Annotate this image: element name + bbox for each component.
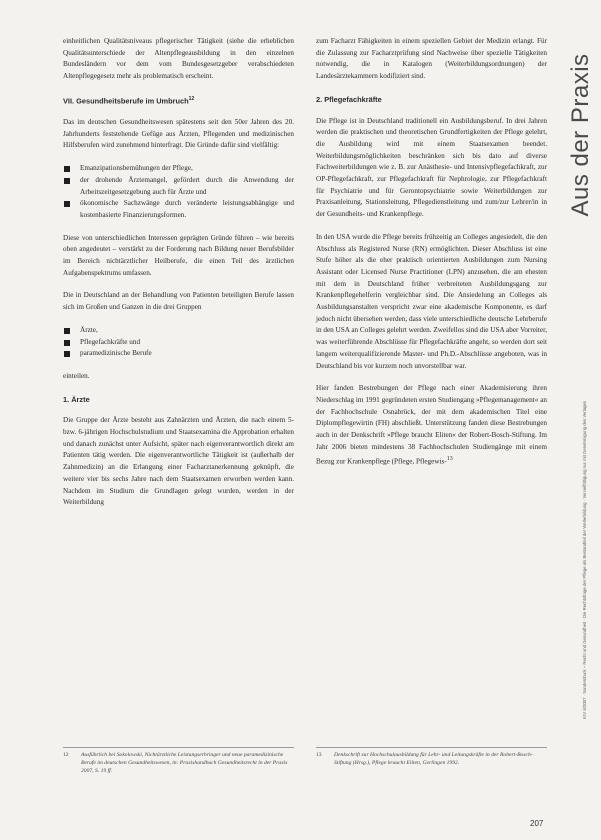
right-intro-paragraph: zum Facharzt Fähigkeiten in einem speziellen Gebiet der Medizin erlangt. Für die Zulassung zur Facharztprüfung sind Nachweise über spezielle Tätigkeiten notwendig, die in Katalogen (Weiterbildungsordnungen) der Landesärztekammern kodifiziert sind.: [316, 37, 547, 81]
footnote-divider-right: [316, 747, 547, 748]
list-item: Pflegefachkräfte und: [63, 337, 294, 349]
right-column: [316, 36, 547, 479]
section-tab: [567, 30, 595, 240]
left-paragraph-3: Die in Deutschland an der Behandlung von Patienten beteiligten Berufe lassen sich im Großen und Ganzen in die drei Gruppen: [63, 291, 294, 312]
footnote-ref-13: 13: [446, 455, 453, 462]
subheading-pflegefachkraefte: 2. Pflegefachkräfte: [316, 94, 382, 104]
left-paragraph-4: einteilen.: [63, 371, 90, 380]
side-credit: [579, 300, 591, 820]
left-column: [63, 36, 294, 520]
footnote-text: Denkschrift zur Hochschulausbildung für Lehr- und Leitungskräfte in der Robert-Bosch-Stiftung (Hrsg.), Pflege braucht Eliten, Gerlingen 1992.: [334, 752, 533, 766]
list-item: ökonomische Sachzwänge durch veränderte leistungsabhängige und kostenbasierte Finanzierungsformen.: [63, 198, 294, 221]
subheading-aerzte: 1. Ärzte: [63, 394, 90, 404]
right-paragraph-2: In den USA wurde die Pflege bereits frühzeitig an Colleges angesiedelt, die den Abschluss als Registered Nurse (RN) ermöglichten. Dieser Abschluss ist eine Stufe höher als die eher praktisch orientierten Ausbildungen zum Nursing Assistant oder Licensed Nurse Practitioner (LPN) anzusehen, die am ehesten mit dem in Deutschland früher verbreiteten Ausbildungsgang zur Krankenpflegehelferin vergleichbar sind. Die Ansiedelung an Colleges als Ausbildungsanstalten verspricht zwar eine akademische Komponente, es darf jedoch nicht übersehen werden, dass viele unterschiedliche deutsche Lehrberufe in den USA an Colleges gelehrt werden. Zweifellos sind die USA aber Vorreiter, was weiterführende Abschlüsse für Pflegefachkräfte angeht, so werden dort seit langem weiterqualifizierende Master- und Ph.D.-Abschlüsse angeboten, was in Deutschland bis vor kurzem noch unvorstellbar war.: [316, 232, 547, 370]
side-credit-text: KrV 6/2007 · Sonderdruck – Recht und Gesundheit · Die Rechtsfrage der Pflege als Bestandteil der Weiterbildung · Vervielfältigung nur mit Genehmigung des Verlages: [582, 400, 588, 720]
page-number: 207: [530, 819, 544, 828]
list-item: paramedizinische Berufe: [63, 348, 294, 360]
footnote-12: [63, 751, 294, 775]
list-item: der drohende Ärztemangel, gefördert durch die Anwendung der Arbeitszeitgesetzgebung auch für Ärzte und: [63, 175, 294, 198]
reasons-list: [63, 163, 294, 222]
list-item: Ärzte,: [63, 325, 294, 337]
left-intro-paragraph: einheitlichen Qualitätsniveaus pflegerischer Tätigkeit (siehe die erheblichen Qualitätsunterschiede der Altenpflegeausbildung in den einzelnen Bundesländern vor dem vom Bundesgesetzgeber verabschiedeten Altenpflegegesetz mehr als problematisch erscheint.: [63, 37, 294, 81]
footnote-number: 13: [316, 752, 322, 758]
section-heading-text: VII. Gesundheitsberufe im Umbruch: [63, 96, 189, 106]
left-paragraph-5: Die Gruppe der Ärzte besteht aus Zahnärzten und Ärzten, die nach einem 5- bzw. 6-jährigen Hochschulstudium und Staatsexamina die Approbation erhalten und danach zunächst unter Aufsicht, später nach eigenverantwortlich direkt am Patienten tätig werden. Die eigenverantwortliche Tätigkeit ist (außerhalb der Zahnmedizin) an die Erlangung einer Facharztanerkennung geknüpft, die weitere vier bis sechs Jahre nach dem Staatsexamen erworben werden kann. Nachdem im Studium die Grundlagen gelegt wurden, werden in der Weiterbildung: [63, 416, 294, 507]
footnote-13: [316, 751, 547, 767]
right-paragraph-1: Die Pflege ist in Deutschland traditionell ein Ausbildungsberuf. In drei Jahren werden die praktischen und theoretischen Grundfertigkeiten der Pflege gelehrt, die Ausbildung wird mit einem Staatsexamen beendet. Weiterbildungsmöglichkeiten beschränken sich bis dato auf diverse Fachweiterbildungen wie z. B. zur Anästhesie- und Intensivpflegefachkraft, zur OP-Pflegefachkraft, zur Pflegefachkraft für Nephrologie, zur Pflegefachkraft für Psychiatrie und für Gerontopsychiatrie sowie Weiterbildungen zur Praxisanleitung, Stationsleitung, Pflegedienstleitung und zum/zur Lehrer/in in der Gesundheits- und Krankenpflege.: [316, 116, 547, 219]
section-heading: [63, 94, 294, 107]
left-paragraph-1: Das im deutschen Gesundheitswesen spätestens seit den 50er Jahren des 20. Jahrhunderts feststehende Gefüge aus Ärzten, Pflegenden und medizinischen Hilfsberufen wird zunehmend hinterfragt. Die Gründe dafür sind vielfältig:: [63, 117, 294, 150]
professions-list: [63, 325, 294, 360]
right-paragraph-3: [316, 383, 547, 467]
left-paragraph-2: Diese von unterschiedlichen Interessen geprägten Gründe führen – wie bereits oben angedeutet – verstärkt zu der Forderung nach Bildung neuer Berufsbilder im Bereich nichtärztlicher Heilberufe, die einen Teil des ärztlichen Aufgabenspektrums umfassen.: [63, 233, 294, 277]
list-item: Emanzipationsbemühungen der Pflege,: [63, 163, 294, 175]
section-tab-label: Aus der Praxis: [567, 53, 595, 217]
right-paragraph-3-text: Hier fanden Bestrebungen der Pflege nach einer Akademisierung ihren Niederschlag im 1991 gegründeten ersten Studiengang »Pflegemanagement« an der Fachhochschule Osnabrück, der mit dem akademischen Titel eine Diplompflegewirtin (FH) abschließt. Unterstützung fanden diese Bestrebungen auch in der Denkschrift »Pflege braucht Eliten« der Robert-Bosch-Stiftung. Im Jahr 2006 bieten mindestens 38 Fachhochschulen Studiengänge mit einem Bezug zur Krankenpflege (Pflege, Pflegewis-: [316, 384, 547, 465]
footnote-text: Ausführlich bei Sokolowski, Nichtärztliche Leistungserbringer und neue paramedizinische Berufe im deutschen Gesundheitswesen, in: Praxishandbuch Gesundheitsrecht in der Praxis 2007, S. 19 ff.: [81, 752, 288, 774]
footnote-number: 12: [63, 752, 69, 758]
footnote-ref-12: 12: [188, 95, 195, 102]
footnote-divider-left: [63, 747, 294, 748]
